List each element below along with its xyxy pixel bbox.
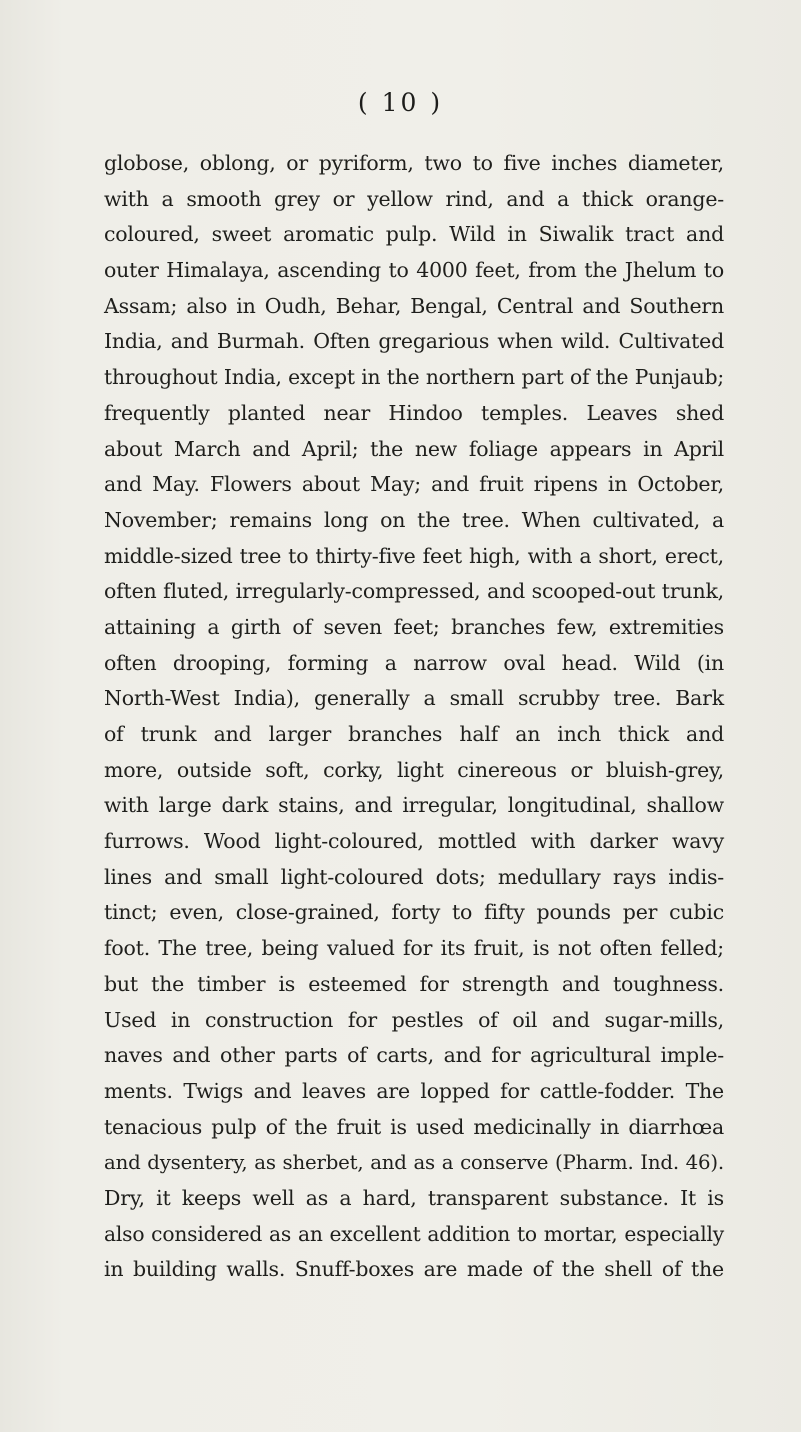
text-line: throughout India, except in the northern part of the Punjaub; <box>104 365 724 390</box>
text-line: but the timber is esteemed for strength and toughness. <box>104 971 724 996</box>
text-line: lines and small light-coloured dots; medullary rays indis- <box>104 864 724 889</box>
text-line: ments. Twigs and leaves are lopped for cattle-fodder. The <box>104 1078 724 1103</box>
text-line: Used in construction for pestles of oil and sugar-mills, <box>104 1007 724 1032</box>
text-line: and May. Flowers about May; and fruit ripens in October, <box>104 472 724 497</box>
text-line: naves and other parts of carts, and for agricultural imple- <box>104 1043 724 1068</box>
text-line: also considered as an excellent addition to mortar, especially <box>104 1221 724 1246</box>
text-line: tenacious pulp of the fruit is used medicinally in diarrhœa <box>104 1114 724 1139</box>
text-line: November; remains long on the tree. When cultivated, a <box>104 507 724 532</box>
text-line: outer Himalaya, ascending to 4000 feet, from the Jhelum to <box>104 258 724 283</box>
text-line: North-West India), generally a small scrubby tree. Bark <box>104 686 724 711</box>
text-line: often fluted, irregularly-compressed, and scooped-out trunk, <box>104 579 724 604</box>
text-line: frequently planted near Hindoo temples. Leaves shed <box>104 400 724 425</box>
text-line: middle-sized tree to thirty-five feet high, with a short, erect, <box>104 543 724 568</box>
text-line: furrows. Wood light-coloured, mottled with darker wavy <box>104 829 724 854</box>
text-line: in building walls. Snuff-boxes are made of the shell of the <box>104 1257 724 1282</box>
text-line: about March and April; the new foliage appears in April <box>104 436 724 461</box>
text-line: with a smooth grey or yellow rind, and a thick orange- <box>104 186 724 211</box>
page-number: ( 10 ) <box>357 88 444 117</box>
text-line: India, and Burmah. Often gregarious when wild. Cultivated <box>104 329 724 354</box>
text-line: with large dark stains, and irregular, longitudinal, shallow <box>104 793 724 818</box>
body-text <box>104 146 724 1288</box>
text-line: Dry, it keeps well as a hard, transparent substance. It is <box>104 1185 724 1210</box>
text-line: and dysentery, as sherbet, and as a conserve (Pharm. Ind. 46). <box>104 1151 724 1175</box>
text-line: tinct; even, close-grained, forty to fifty pounds per cubic <box>104 900 724 925</box>
text-line: more, outside soft, corky, light cinereous or bluish-grey, <box>104 757 724 782</box>
text-line: coloured, sweet aromatic pulp. Wild in Siwalik tract and <box>104 222 724 247</box>
text-line: often drooping, forming a narrow oval head. Wild (in <box>104 650 724 675</box>
text-line: foot. The tree, being valued for its fruit, is not often felled; <box>104 936 724 961</box>
text-line: attaining a girth of seven feet; branches few, extremities <box>104 614 724 639</box>
text-line: globose, oblong, or pyriform, two to five inches diameter, <box>104 151 724 175</box>
text-line: Assam; also in Oudh, Behar, Bengal, Central and Southern <box>104 293 724 318</box>
text-line: of trunk and larger branches half an inch thick and <box>104 722 724 746</box>
